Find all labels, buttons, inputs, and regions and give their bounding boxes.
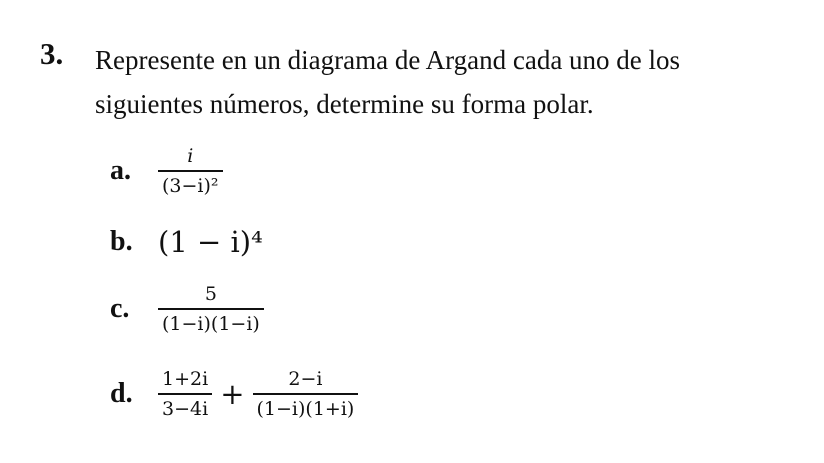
item-d-fraction-1-numerator: 1+2i [162,368,209,390]
item-b [110,225,263,259]
item-d-letter: d. [110,378,133,409]
item-d-expression [158,368,358,420]
item-b-expression: (1 − i)⁴ [158,225,263,259]
item-d-fraction-2-denominator: (1−i)(1+i) [253,393,359,420]
item-c-numerator: 5 [204,283,217,305]
item-c [110,283,264,335]
item-d-fraction-2 [253,368,359,420]
item-a-expression [158,145,223,197]
item-b-letter: b. [110,226,133,257]
item-a-numerator: i [187,145,194,167]
item-d-fraction-2-numerator: 2−i [288,368,323,390]
problem-statement [95,38,795,126]
item-c-fraction [158,283,264,335]
statement-line-1: Represente en un diagrama de Argand cada uno de los [95,45,681,75]
item-d-plus-operator: + [220,377,245,411]
statement-line-2: siguientes números, determine su forma polar. [95,89,594,119]
item-a-fraction [158,145,223,197]
item-c-letter: c. [110,293,130,324]
item-d-fraction-1 [158,368,212,420]
item-d [110,368,358,420]
item-a [110,145,223,197]
item-a-letter: a. [110,155,131,186]
problem-number: 3. [40,36,64,71]
item-c-expression [158,283,264,335]
item-d-fraction-1-denominator: 3−4i [158,393,212,420]
item-c-denominator: (1−i)(1−i) [158,308,264,335]
item-a-denominator: (3−i)² [158,170,223,197]
